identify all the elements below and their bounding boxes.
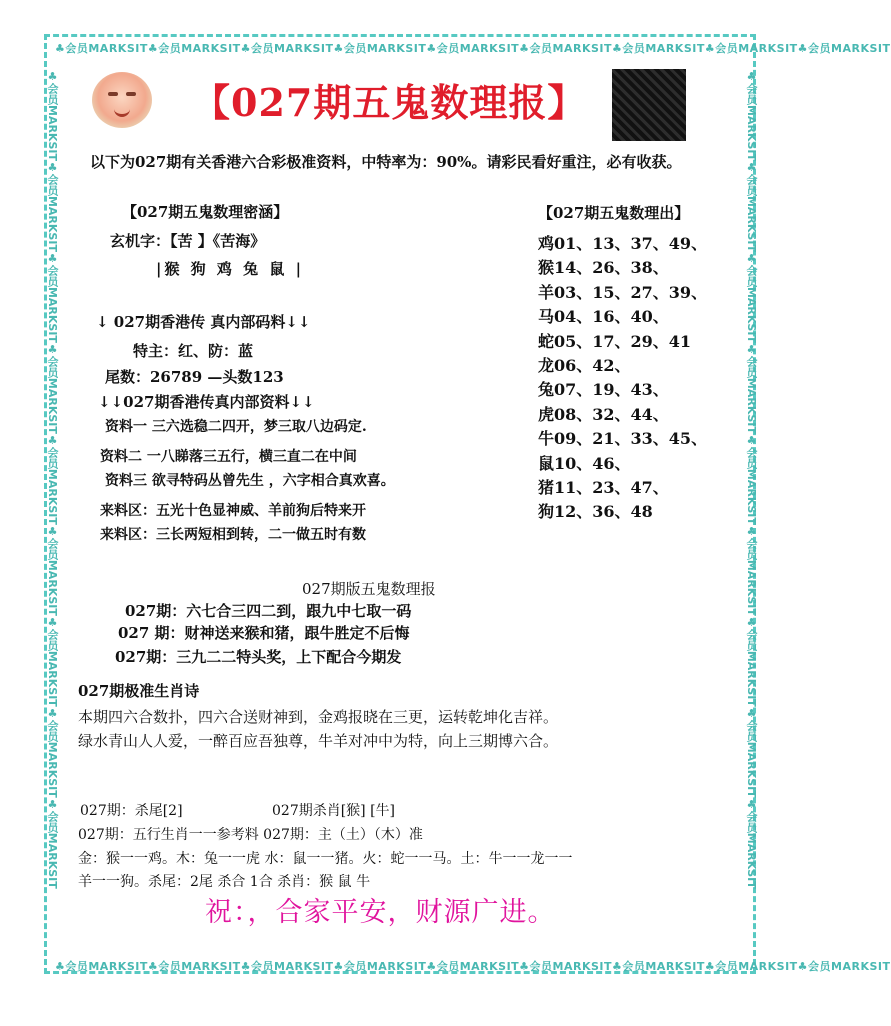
left-heading: 【027期五鬼数理密涵】	[122, 203, 289, 221]
zodiac-number-list	[538, 232, 707, 525]
list-item: 鸡01、13、37、49、	[538, 234, 708, 253]
right-heading: 【027期五鬼数理出】	[538, 204, 690, 222]
wuxing-line-4: 羊一一狗。杀尾：2尾 杀合 1合 杀肖：猴 鼠 牛	[78, 874, 371, 890]
hk-heading: ↓ 027期香港传 真内部码料↓↓	[96, 313, 311, 331]
hk-heading-2: ↓↓027期香港传真内部资料↓↓	[98, 393, 315, 411]
mid-line-2: 027 期：财神送来猴和猪，跟牛胜定不后悔	[118, 624, 410, 642]
wuxing-line-3: 金：猴一一鸡。木：兔一一虎 水：鼠一一猪。火：蛇一一马。土：牛一一龙一一	[78, 851, 573, 867]
poem-heading: 027期极准生肖诗	[78, 682, 200, 700]
top-watermark: ♣会员MARKSIT♣会员MARKSIT♣会员MARKSIT♣会员MARKSIT♣会员MARKSIT♣会员MARKSIT♣会员MARKSIT♣会员MARKSIT♣会员MARKSIT	[55, 42, 891, 55]
intro-text: 以下为027期有关香港六合彩极准资料，中特率为：90%。请彩民看好重注，必有收获。	[90, 153, 682, 171]
animal-list: |猴 狗 鸡 兔 鼠 |	[156, 260, 305, 278]
page-title: 【027期五鬼数理报】	[192, 80, 587, 125]
right-watermark: ♣会员MARKSIT♣会员MARKSIT♣会员MARKSIT♣会员MARKSIT♣会员MARKSIT♣会员MARKSIT♣会员MARKSIT♣会员MARKSIT♣会员MARKSIT	[745, 70, 758, 889]
list-item: 兔07、19、43、	[538, 380, 669, 400]
ziliao-3: 资料三 欲寻特码丛曾先生 ，六字相合真欢喜。	[105, 473, 395, 489]
ziliao-2: 资料二 一八睇落三五行，横三直二在中间	[100, 449, 357, 465]
mid-line-1: 027期：六七合三四二到，跟九中七取一码	[125, 602, 412, 620]
mid-heading: 027期版五鬼数理报	[302, 580, 436, 598]
weishu-text: 尾数：26789 —头数123	[105, 368, 284, 386]
bottom-watermark: ♣会员MARKSIT♣会员MARKSIT♣会员MARKSIT♣会员MARKSIT♣会员MARKSIT♣会员MARKSIT♣会员MARKSIT♣会员MARKSIT♣会员MARKSIT	[55, 960, 891, 973]
list-item: 狗12、36、48	[538, 502, 653, 522]
laiyuan-1: 来料区：五光十色显神威、羊前狗后特来开	[100, 503, 366, 519]
wuxing-text: 027期：五行生肖一一参考料 027期：主（土）（木）准	[78, 827, 423, 843]
poem-line-1: 本期四六合数扑，四六合送财神到，金鸡报晓在三更，运转乾坤化吉祥。	[78, 708, 559, 726]
list-item: 蛇05、17、29、41	[538, 331, 692, 351]
left-watermark: ♣会员MARKSIT♣会员MARKSIT♣会员MARKSIT♣会员MARKSIT♣会员MARKSIT♣会员MARKSIT♣会员MARKSIT♣会员MARKSIT♣会员MARKSIT	[46, 70, 59, 889]
xuanji-text: 玄机字：【苦 】《苦海》	[110, 232, 266, 250]
list-item: 鼠10、46、	[538, 453, 631, 473]
tezhu-text: 特主：红、防：蓝	[133, 342, 254, 360]
list-item: 龙06、42、	[538, 356, 631, 376]
list-item: 猴14、26、38、	[538, 258, 669, 278]
mid-line-3: 027期：三九二二特头奖，上下配合今期发	[115, 648, 402, 666]
shawei-text: 027期：杀尾[2]	[80, 803, 183, 819]
list-item: 牛09、21、33、45、	[538, 429, 708, 449]
list-item: 羊03、15、27、39、	[538, 282, 708, 302]
qr-code-image	[612, 69, 686, 141]
list-item: 马04、16、40、	[538, 307, 669, 327]
ziliao-1: 资料一 三六选稳二四开，梦三取八边码定.	[105, 419, 367, 435]
blessing-text: 祝：，合家平安，财源广进。	[205, 897, 556, 928]
poem-line-2: 绿水青山人人爱，一醉百应吾独尊，牛羊对冲中为特，向上三期博六合。	[78, 732, 559, 750]
laiyuan-2: 来料区：三长两短相到转，二一做五时有数	[100, 527, 366, 543]
shaxiao-text: 027期杀肖[猴] [牛]	[272, 803, 396, 819]
list-item: 猪11、23、47、	[538, 478, 669, 498]
avatar	[92, 72, 152, 128]
list-item: 虎08、32、44、	[538, 404, 669, 424]
